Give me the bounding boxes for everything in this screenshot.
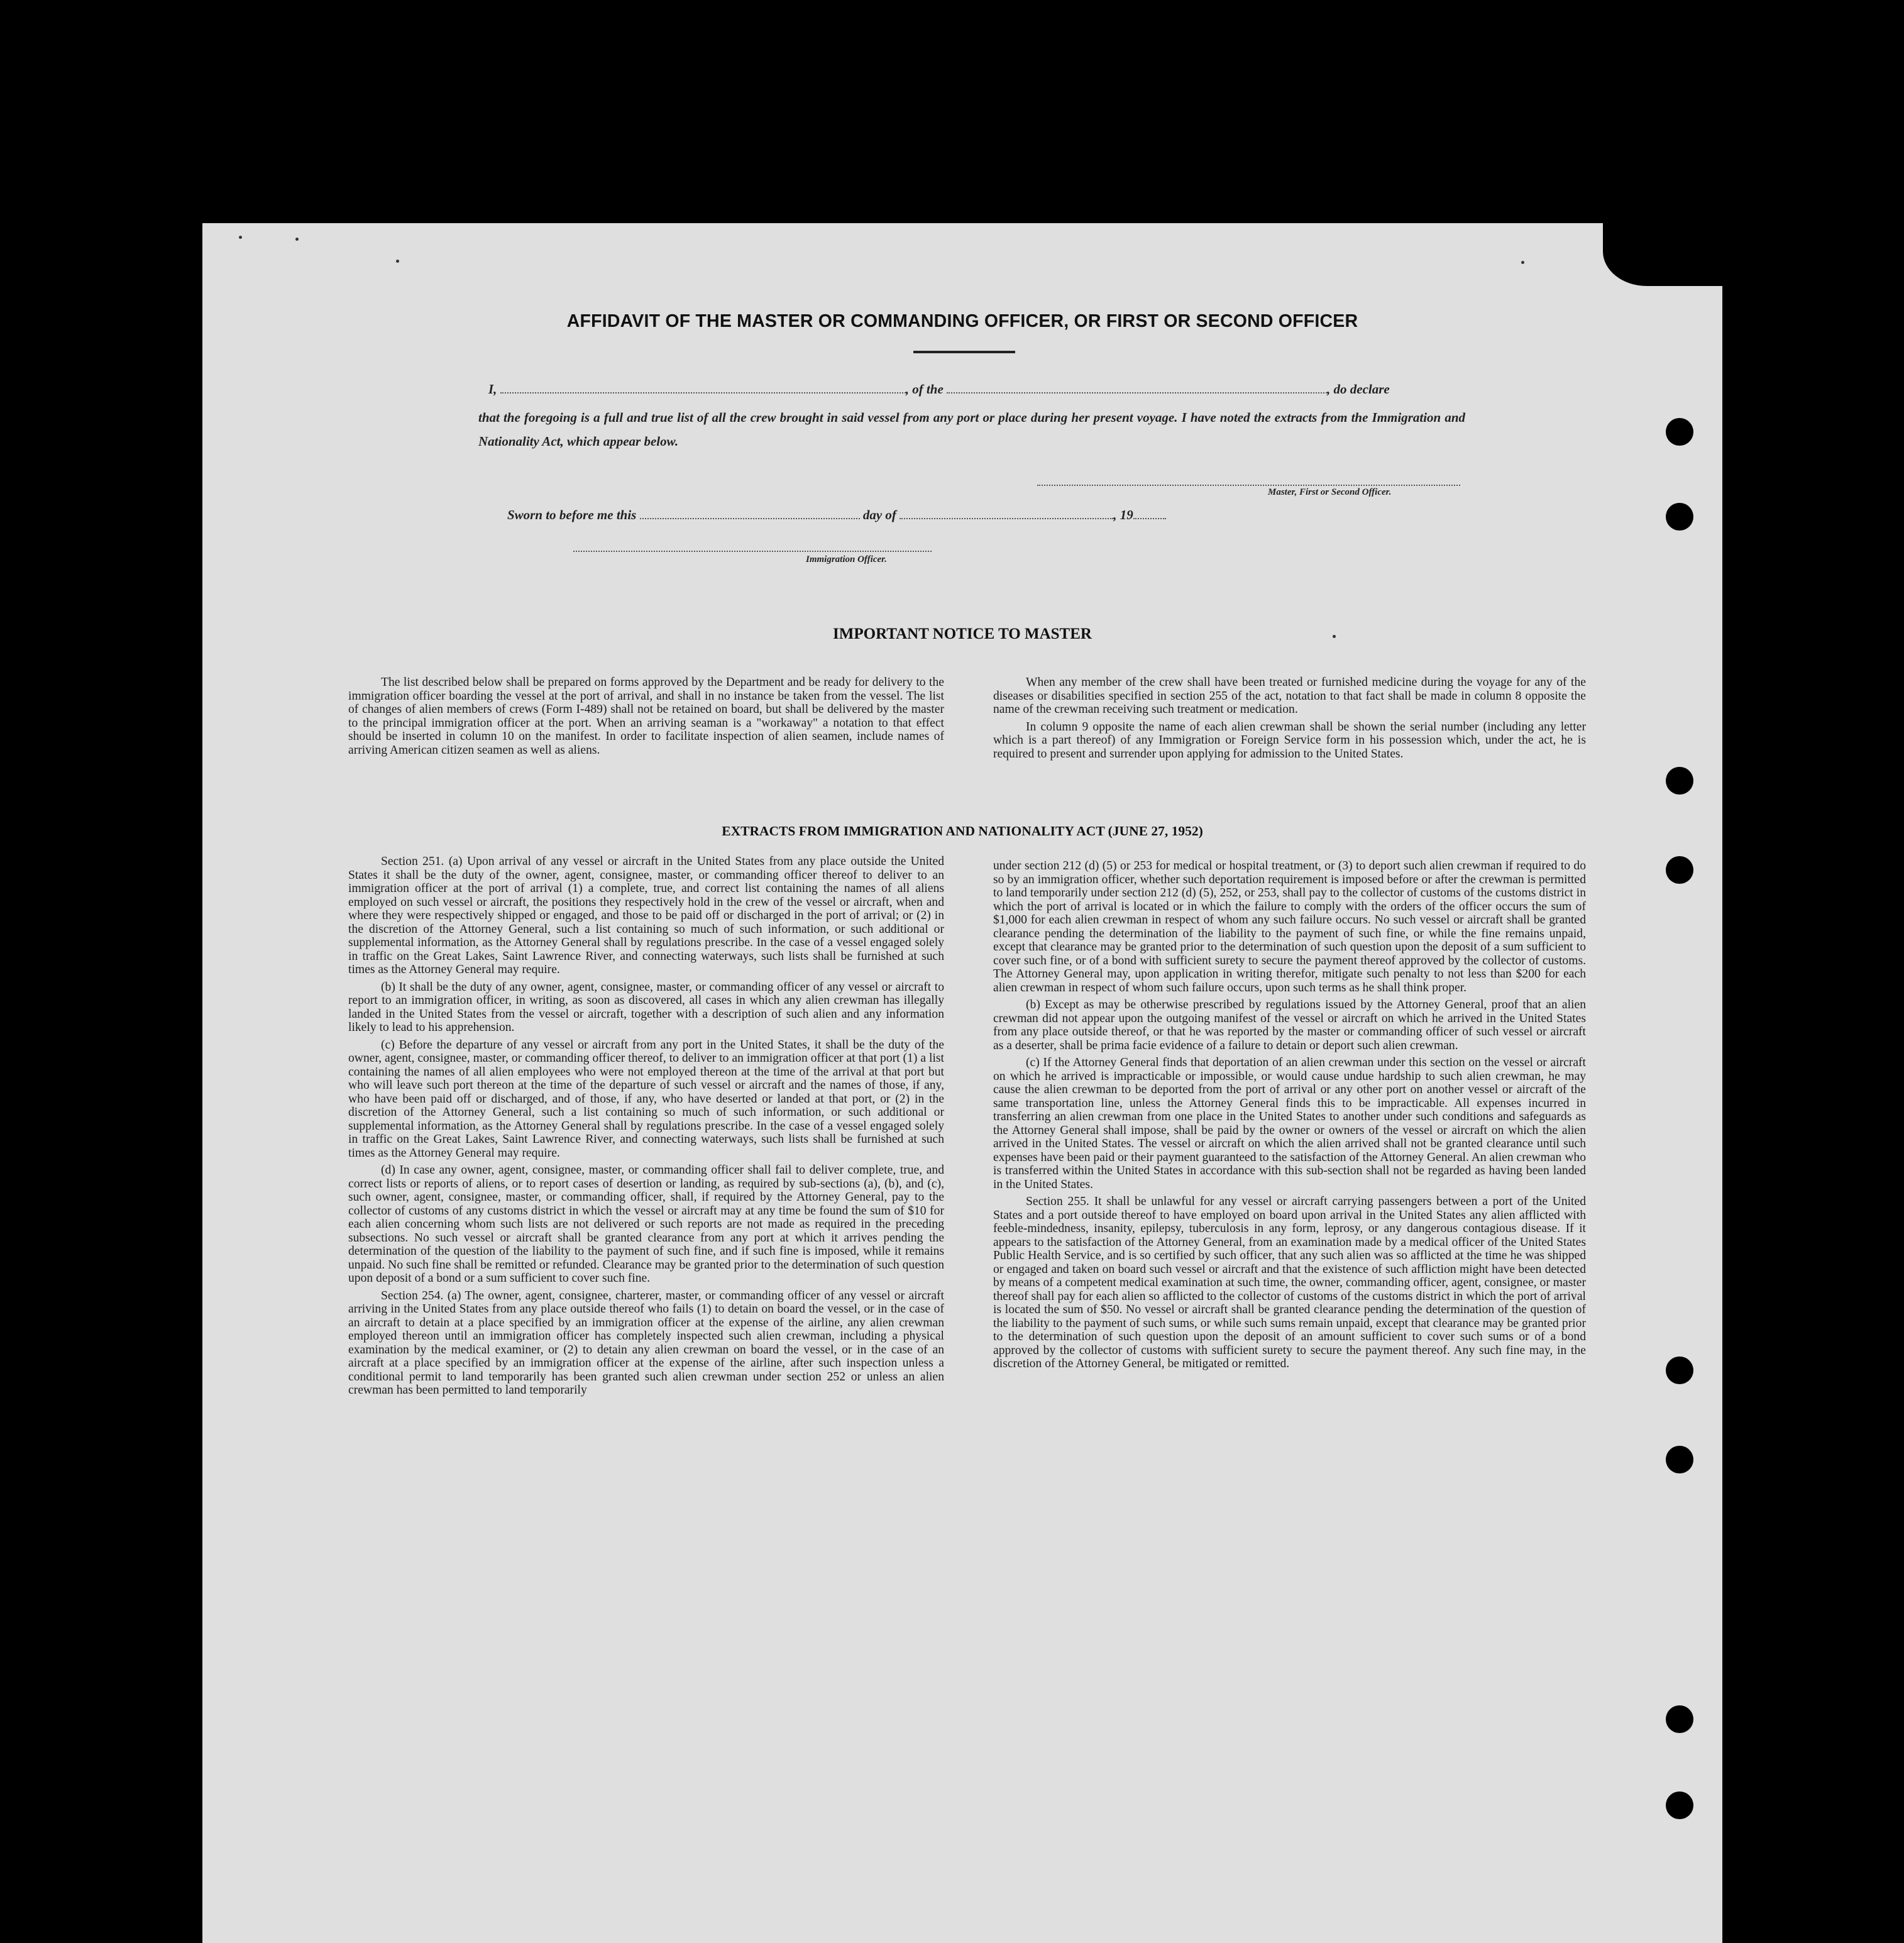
sworn-day-blank[interactable] bbox=[640, 517, 860, 519]
notice-left-column bbox=[348, 676, 944, 761]
vessel-blank[interactable] bbox=[947, 392, 1327, 394]
extracts-left-paragraph: (d) In case any owner, agent, consignee, master, or commanding officer shall fail to deliver complete, true, and correct lists or reports of aliens, or to report cases of desertion or landing, as required by sub-sections (a), (b), and (c), such owner, agent, consignee, master, or commanding officer, shall, if required by the Attorney General, pay to the collector of customs of any customs district in which the vessel or aircraft may at any time be found the sum of $10 for each alien concerning whom such lists are not delivered or such reports are not made as required in the preceding subsections. No such vessel or aircraft shall be granted clearance from any port at which it arrives pending the determination of the question of the liability to the payment of such fine, and if such fine is imposed, while it remains unpaid. No such fine shall be remitted or refunded. Clearance may be granted prior to the determination of such question upon deposit of a bond or a sum sufficient to cover such fine. bbox=[348, 1164, 944, 1285]
extracts-heading: EXTRACTS FROM IMMIGRATION AND NATIONALITY ACT (JUNE 27, 1952) bbox=[722, 823, 1203, 839]
extracts-right-paragraph: (b) Except as may be otherwise prescribed by regulations issued by the Attorney General, proof that an alien crewman did not appear upon the outgoing manifest of the vessel or aircraft on which he arrived in the United States from any place outside thereof, or that he was reported by the master or commanding officer of such vessel or aircraft as a deserter, shall be prima facie evidence of a failure to detain or deport such alien crewman. bbox=[993, 998, 1586, 1052]
torn-corner bbox=[1603, 223, 1722, 286]
name-blank[interactable] bbox=[500, 392, 906, 394]
master-caption: Master, First or Second Officer. bbox=[1268, 487, 1392, 497]
master-signature-line[interactable] bbox=[1037, 484, 1460, 486]
day-of-label: day of bbox=[862, 507, 896, 522]
declaration-text: that the foregoing is a full and true list of all the crew brought in said vessel from any port or place during her present voyage. I have noted the extracts from the Immigration and Nationality Act, which appear below. bbox=[478, 410, 1465, 449]
binder-hole bbox=[1666, 767, 1693, 795]
paper-speck bbox=[295, 238, 299, 241]
i-label: I, bbox=[488, 382, 497, 397]
extracts-right-paragraph: under section 212 (d) (5) or 253 for medical or hospital treatment, or (3) to deport such alien crewman if required to do so by an immigration officer, whether such deportation requirement is imposed before or after the crewman is permitted to land temporarily under section 212 (d) (5), 252, or 253, shall pay to the collector of customs of the customs district in which the port of arrival is located or in which the failure to comply with the orders of the officer occurs the sum of $1,000 for each alien crewman in respect of whom any such failure occurs. No such vessel or aircraft shall be granted clearance pending the determination of the liability to the payment of such fine, or while the fine remains unpaid, except that clearance may be granted prior to the determination of such question upon the deposit of a sum sufficient to cover such fine, or of a bond with sufficient surety to secure the payment thereof approved by the collector of customs. The Attorney General may, upon application in writing therefor, mitigate such penalty to not less than $200 for each alien crewman in respect of whom such failure occurs, upon such terms as he shall think proper. bbox=[993, 859, 1586, 994]
do-declare-label: , do declare bbox=[1327, 382, 1390, 397]
paper-speck bbox=[239, 236, 242, 239]
declaration-line-1 bbox=[488, 382, 1390, 397]
extracts-left-column bbox=[348, 855, 944, 1401]
paper-speck bbox=[1521, 261, 1524, 264]
extracts-left-paragraph: Section 251. (a) Upon arrival of any vessel or aircraft in the United States from any place outside the United States it shall be the duty of the owner, agent, consignee, master, or commanding officer thereof to deliver to an immigration officer at the port of arrival (1) a complete, true, and correct list containing the names of all aliens employed on such vessel or aircraft, the positions they respectively hold in the crew of the vessel or aircraft, when and where they were respectively shipped or engaged, and those to be paid off or discharged in the port of arrival; or (2) in the discretion of the Attorney General, such a list containing so much of such information, or such additional or supplemental information, as the Attorney General shall by regulations prescribe. In the case of a vessel engaged solely in traffic on the Great Lakes, Saint Lawrence River, and connecting waterways, such lists shall be furnished at such times as the Attorney General may require. bbox=[348, 855, 944, 976]
sworn-year-blank[interactable] bbox=[1133, 517, 1166, 519]
binder-hole bbox=[1666, 418, 1693, 446]
extracts-left-paragraph: (b) It shall be the duty of any owner, agent, consignee, master, or commanding officer of any vessel or aircraft to report to an immigration officer, in writing, as soon as discovered, all cases in which any alien crewman has illegally landed in the United States from the vessel or aircraft, together with a description of such alien and any information likely to lead to his apprehension. bbox=[348, 980, 944, 1034]
paper-speck bbox=[1333, 635, 1336, 638]
title-rule bbox=[913, 351, 1015, 353]
notice-left-paragraph: The list described below shall be prepared on forms approved by the Department and be ready for delivery to the immigration officer boarding the vessel at the port of arrival, and shall in no instance be taken from the vessel. The list of changes of alien members of crews (Form I-489) shall not be retained on board, but shall be delivered by the master to the principal immigration officer at the port. When an arriving seaman is a "workaway" a notation to that effect should be inserted in column 10 on the manifest. In order to facilitate inspection of alien seamen, include names of arriving American citizen seamen as well as aliens. bbox=[348, 676, 944, 757]
sworn-line bbox=[507, 507, 1166, 523]
binder-hole bbox=[1666, 1705, 1693, 1733]
extracts-right-paragraph: Section 255. It shall be unlawful for any vessel or aircraft carrying passengers between a port of the United States and a port outside thereof to have employed on board upon arrival in the United States any alien afflicted with feeble-mindedness, insanity, epilepsy, tuberculosis in any form, leprosy, or any dangerous contagious disease. If it appears to the satisfaction of the Attorney General, from an examination made by a medical officer of the United States Public Health Service, and is so certified by such officer, that any such alien was so afflicted at the time he was shipped or engaged and taken on board such vessel or aircraft and that the existence of such affliction might have been detected by means of a competent medical examination at such time, the owner, commanding officer, agent, consignee, or master thereof shall pay for each alien so afflicted to the collector of customs of the customs district in which the port of arrival is located the sum of $50. No vessel or aircraft shall be granted clearance pending the determination of the question of the liability to the payment of such sums, or while such sums remain unpaid, except that clearance may be granted prior to the determination of such question upon the deposit of an amount sufficient to cover such sums or of a bond approved by the collector of customs with sufficient surety to secure the payment thereof. Any such fine may, in the discretion of the Attorney General, be mitigated or remitted. bbox=[993, 1195, 1586, 1370]
binder-hole bbox=[1666, 1446, 1693, 1473]
immigration-officer-caption: Immigration Officer. bbox=[806, 554, 887, 564]
extracts-left-paragraph: (c) Before the departure of any vessel or aircraft from any port in the United States, it shall be the duty of the owner, agent, consignee, master, or commanding officer thereof, to deliver to an immigration officer at that port (1) a list containing the names of all alien employees who were not employed thereon at the time of the arrival at that port but who will leave such port thereon at the time of the departure of such vessel or aircraft and the names of those, if any, who have been paid off or discharged, and of those, if any, who have deserted or landed at that port, or (2) in the discretion of the Attorney General, such a list containing so much of such information, or such additional or supplemental information, as the Attorney General shall by regulations prescribe. In the case of a vessel engaged solely in traffic on the Great Lakes, Saint Lawrence River, and connecting waterways, such lists shall be furnished at such times as the Attorney General may require. bbox=[348, 1038, 944, 1160]
notice-heading: IMPORTANT NOTICE TO MASTER bbox=[833, 625, 1092, 642]
notice-right-paragraph: When any member of the crew shall have been treated or furnished medicine during the voyage for any of the diseases or disabilities specified in section 255 of the act, notation to that fact shall be made in column 8 opposite the name of the crewman receiving such treatment or medication. bbox=[993, 676, 1586, 716]
document-page bbox=[202, 223, 1722, 1943]
binder-hole bbox=[1666, 1357, 1693, 1384]
binder-hole bbox=[1666, 1792, 1693, 1819]
affidavit-title: AFFIDAVIT OF THE MASTER OR COMMANDING OFFICER, OR FIRST OR SECOND OFFICER bbox=[566, 311, 1358, 331]
extracts-right-paragraph: (c) If the Attorney General finds that deportation of an alien crewman under this section on the vessel or aircraft on which he arrived is impracticable or impossible, or would cause undue hardship to such alien crewman, he may cause the alien crewman to be deported from the port of arrival or any other port on another vessel or aircraft of the same transportation line, unless the Attorney General finds this to be impracticable. All expenses incurred in transferring an alien crewman from one place in the United States to another under such conditions and safeguards as the Attorney General shall impose, shall be paid by the owner or owners of the vessel or aircraft on which the alien arrived in the United States. The vessel or aircraft on which the alien arrived shall not be granted clearance until such expenses have been paid or their payment guaranteed to the satisfaction of the Attorney General. An alien crewman who is transferred within the United States in accordance with this sub-section shall not be regarded as having been landed in the United States. bbox=[993, 1056, 1586, 1191]
binder-hole bbox=[1666, 856, 1693, 884]
notice-right-column bbox=[993, 676, 1586, 764]
extracts-left-paragraph: Section 254. (a) The owner, agent, consignee, charterer, master, or commanding officer of any vessel or aircraft arriving in the United States from any place outside thereof who fails (1) to detain on board the vessel, or in the case of an aircraft to detain at a place specified by an immigration officer at the expense of the airline, any alien crewman employed thereon until an immigration officer has completely inspected such alien crewman, including a physical examination by the medical examiner, or (2) to detain any alien crewman on board the vessel, or in the case of an aircraft at a place specified by an immigration officer at the expense of the airline, after such inspection unless a conditional permit to land temporarily has been granted such alien crewman under section 252 or unless an alien crewman has been permitted to land temporarily bbox=[348, 1289, 944, 1397]
of-the-label: , of the bbox=[905, 382, 944, 397]
binder-hole bbox=[1666, 503, 1693, 531]
sworn-month-blank[interactable] bbox=[900, 517, 1113, 519]
sworn-label: Sworn to before me this bbox=[507, 507, 637, 522]
immigration-officer-signature-line[interactable] bbox=[573, 550, 932, 552]
notice-right-paragraph: In column 9 opposite the name of each alien crewman shall be shown the serial number (including any letter which is a part thereof) of any Immigration or Foreign Service form in his possession which, under the act, he is required to present and surrender upon applying for admission to the United States. bbox=[993, 720, 1586, 761]
paper-speck bbox=[396, 260, 399, 263]
year-label: , 19 bbox=[1113, 507, 1133, 522]
extracts-right-column bbox=[993, 859, 1586, 1375]
